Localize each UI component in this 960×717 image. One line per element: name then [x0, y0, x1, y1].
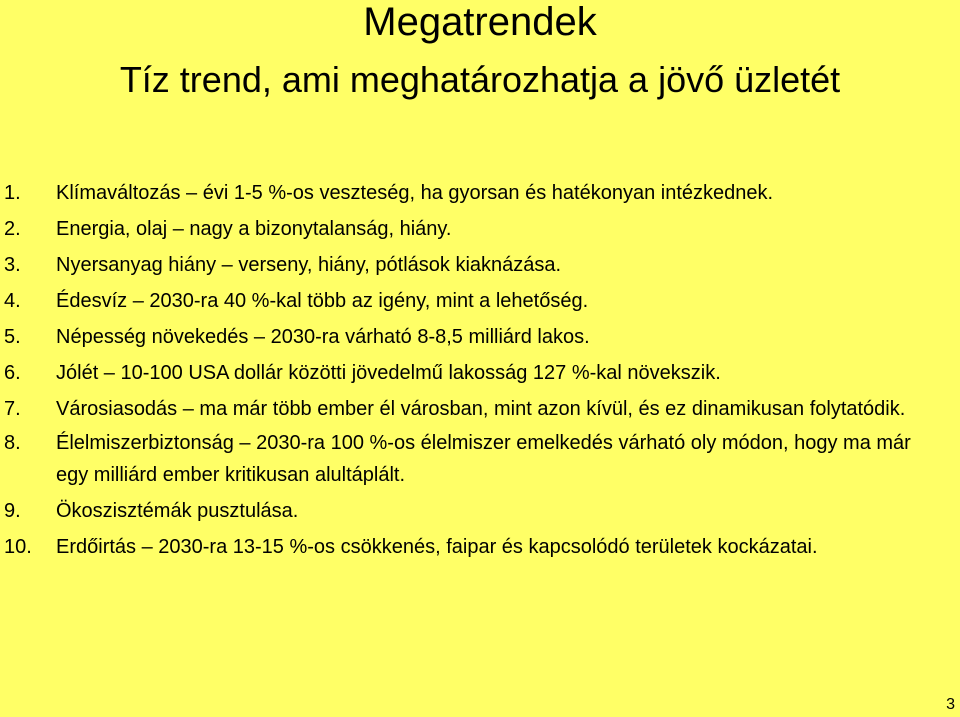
trend-number: 1. [4, 182, 21, 204]
trend-number: 4. [4, 290, 21, 312]
trend-text: Nyersanyag hiány – verseny, hiány, pótlások kiaknázása. [56, 254, 562, 276]
page-number: 3 [946, 696, 955, 713]
trend-item-9 [4, 493, 944, 529]
slide-title: Megatrendek [363, 0, 597, 44]
trend-text: Édesvíz – 2030-ra 40 %-kal több az igény, mint a lehetőség. [56, 290, 589, 312]
trend-number: 2. [4, 218, 21, 240]
trend-number: 7. [4, 398, 21, 420]
trend-text: Klímaváltozás – évi 1-5 %-os veszteség, ha gyorsan és hatékonyan intézkednek. [56, 182, 774, 204]
trend-text: Erdőirtás – 2030-ra 13-15 %-os csökkenés, faipar és kapcsolódó területek kockázatai. [56, 536, 818, 558]
trend-item-8 [4, 427, 944, 491]
trend-number: 5. [4, 326, 21, 348]
trend-item-5 [4, 319, 944, 355]
trend-number: 10. [4, 536, 32, 558]
trend-item-2 [4, 211, 944, 247]
trend-item-1 [4, 175, 944, 211]
trend-text: Népesség növekedés – 2030-ra várható 8-8,5 milliárd lakos. [56, 326, 590, 348]
trend-text: Városiasodás – ma már több ember él városban, mint azon kívül, és ez dinamikusan folytatódik. [56, 398, 906, 420]
trend-item-4 [4, 283, 944, 319]
slide-subtitle: Tíz trend, ami meghatározhatja a jövő üzletét [119, 59, 841, 100]
trend-number: 6. [4, 362, 21, 384]
trend-text: Energia, olaj – nagy a bizonytalanság, hiány. [56, 218, 452, 240]
trend-item-3 [4, 247, 944, 283]
trend-text: Ökoszisztémák pusztulása. [56, 500, 299, 522]
trend-number: 8. [4, 432, 21, 454]
trend-number: 9. [4, 500, 21, 522]
trend-item-7 [4, 393, 944, 425]
trend-item-6 [4, 355, 944, 391]
trend-item-10 [4, 531, 944, 563]
trend-number: 3. [4, 254, 21, 276]
trend-list [4, 175, 944, 565]
trend-text: Élelmiszerbiztonság – 2030-ra 100 %-os élelmiszer emelkedés várható oly módon, hogy ma már egy milliárd ember kritikusan alultáplált. [56, 432, 911, 486]
trend-text: Jólét – 10-100 USA dollár közötti jövedelmű lakosság 127 %-kal növekszik. [56, 362, 721, 384]
